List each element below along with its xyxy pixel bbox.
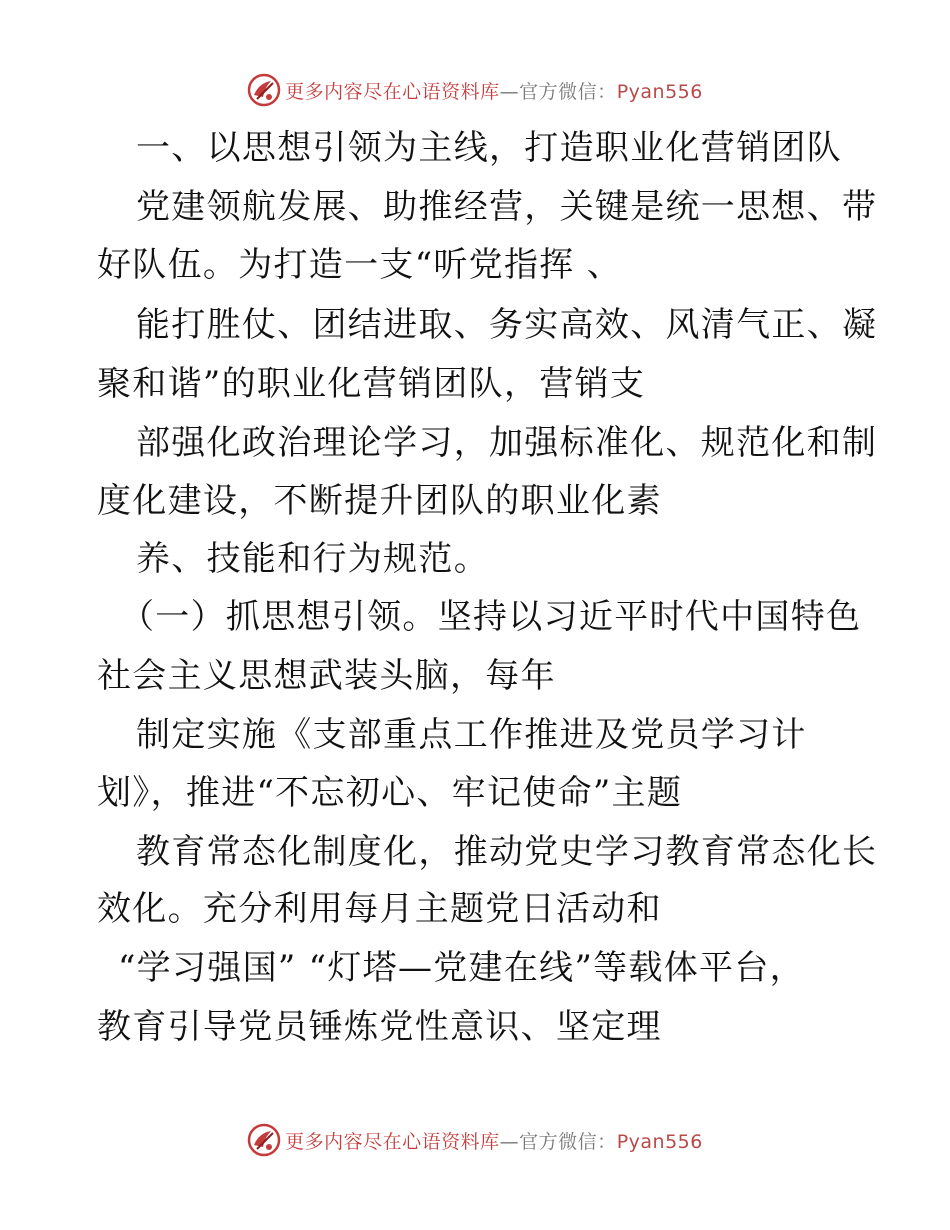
paragraph-line: 聚和谐”的职业化营销团队，营销支: [97, 364, 646, 404]
paragraph-line: 社会主义思想武装头脑，每年: [97, 656, 556, 696]
footer-banner: [0, 1122, 950, 1158]
heading-line: 一、以思想引领为主线，打造职业化营销团队: [136, 128, 842, 168]
scroll-pen-logo-icon: [247, 73, 281, 107]
paragraph-line: 度化建设，不断提升团队的职业化素: [97, 481, 662, 521]
paragraph-line: 能打胜仗、团结进取、务实高效、风清气正、凝: [136, 305, 878, 345]
banner-brand: 更多内容尽在心语资料库: [285, 1130, 500, 1153]
banner-separator: —: [499, 80, 520, 103]
header-banner: [0, 72, 950, 108]
paragraph-line: 划》，推进“不忘初心、牢记使命”主题: [97, 773, 683, 813]
footer-banner-text: [285, 1127, 703, 1154]
banner-wechat-account: Pyan556: [616, 1130, 703, 1153]
banner-wechat-label: 官方微信：: [519, 80, 617, 103]
banner-wechat-label: 官方微信：: [519, 1130, 617, 1153]
banner-brand: 更多内容尽在心语资料库: [285, 80, 500, 103]
banner-wechat-account: Pyan556: [616, 80, 703, 103]
paragraph-line: “学习强国” “灯塔—党建在线”等载体平台，: [118, 948, 805, 988]
paragraph-line: 党建领航发展、助推经营，关键是统一思想、带: [136, 187, 878, 227]
paragraph-line: 教育常态化制度化，推动党史学习教育常态化长: [136, 832, 878, 872]
paragraph-line: 好队伍。为打造一支“听党指挥 、: [97, 245, 622, 285]
paragraph-line: 制定实施《支部重点工作推进及党员学习计: [136, 715, 807, 755]
header-banner-text: [285, 77, 703, 104]
paragraph-line: 养、技能和行为规范。: [136, 539, 489, 579]
paragraph-line: 部强化政治理论学习，加强标准化、规范化和制: [136, 423, 878, 463]
paragraph-line: 教育引导党员锤炼党性意识、坚定理: [97, 1007, 662, 1047]
scroll-pen-logo-icon: [247, 1123, 281, 1157]
paragraph-line: 效化。充分利用每月主题党日活动和: [97, 889, 662, 929]
subheading-line: （一）抓思想引领。坚持以习近平时代中国特色: [120, 597, 862, 637]
banner-separator: —: [499, 1130, 520, 1153]
